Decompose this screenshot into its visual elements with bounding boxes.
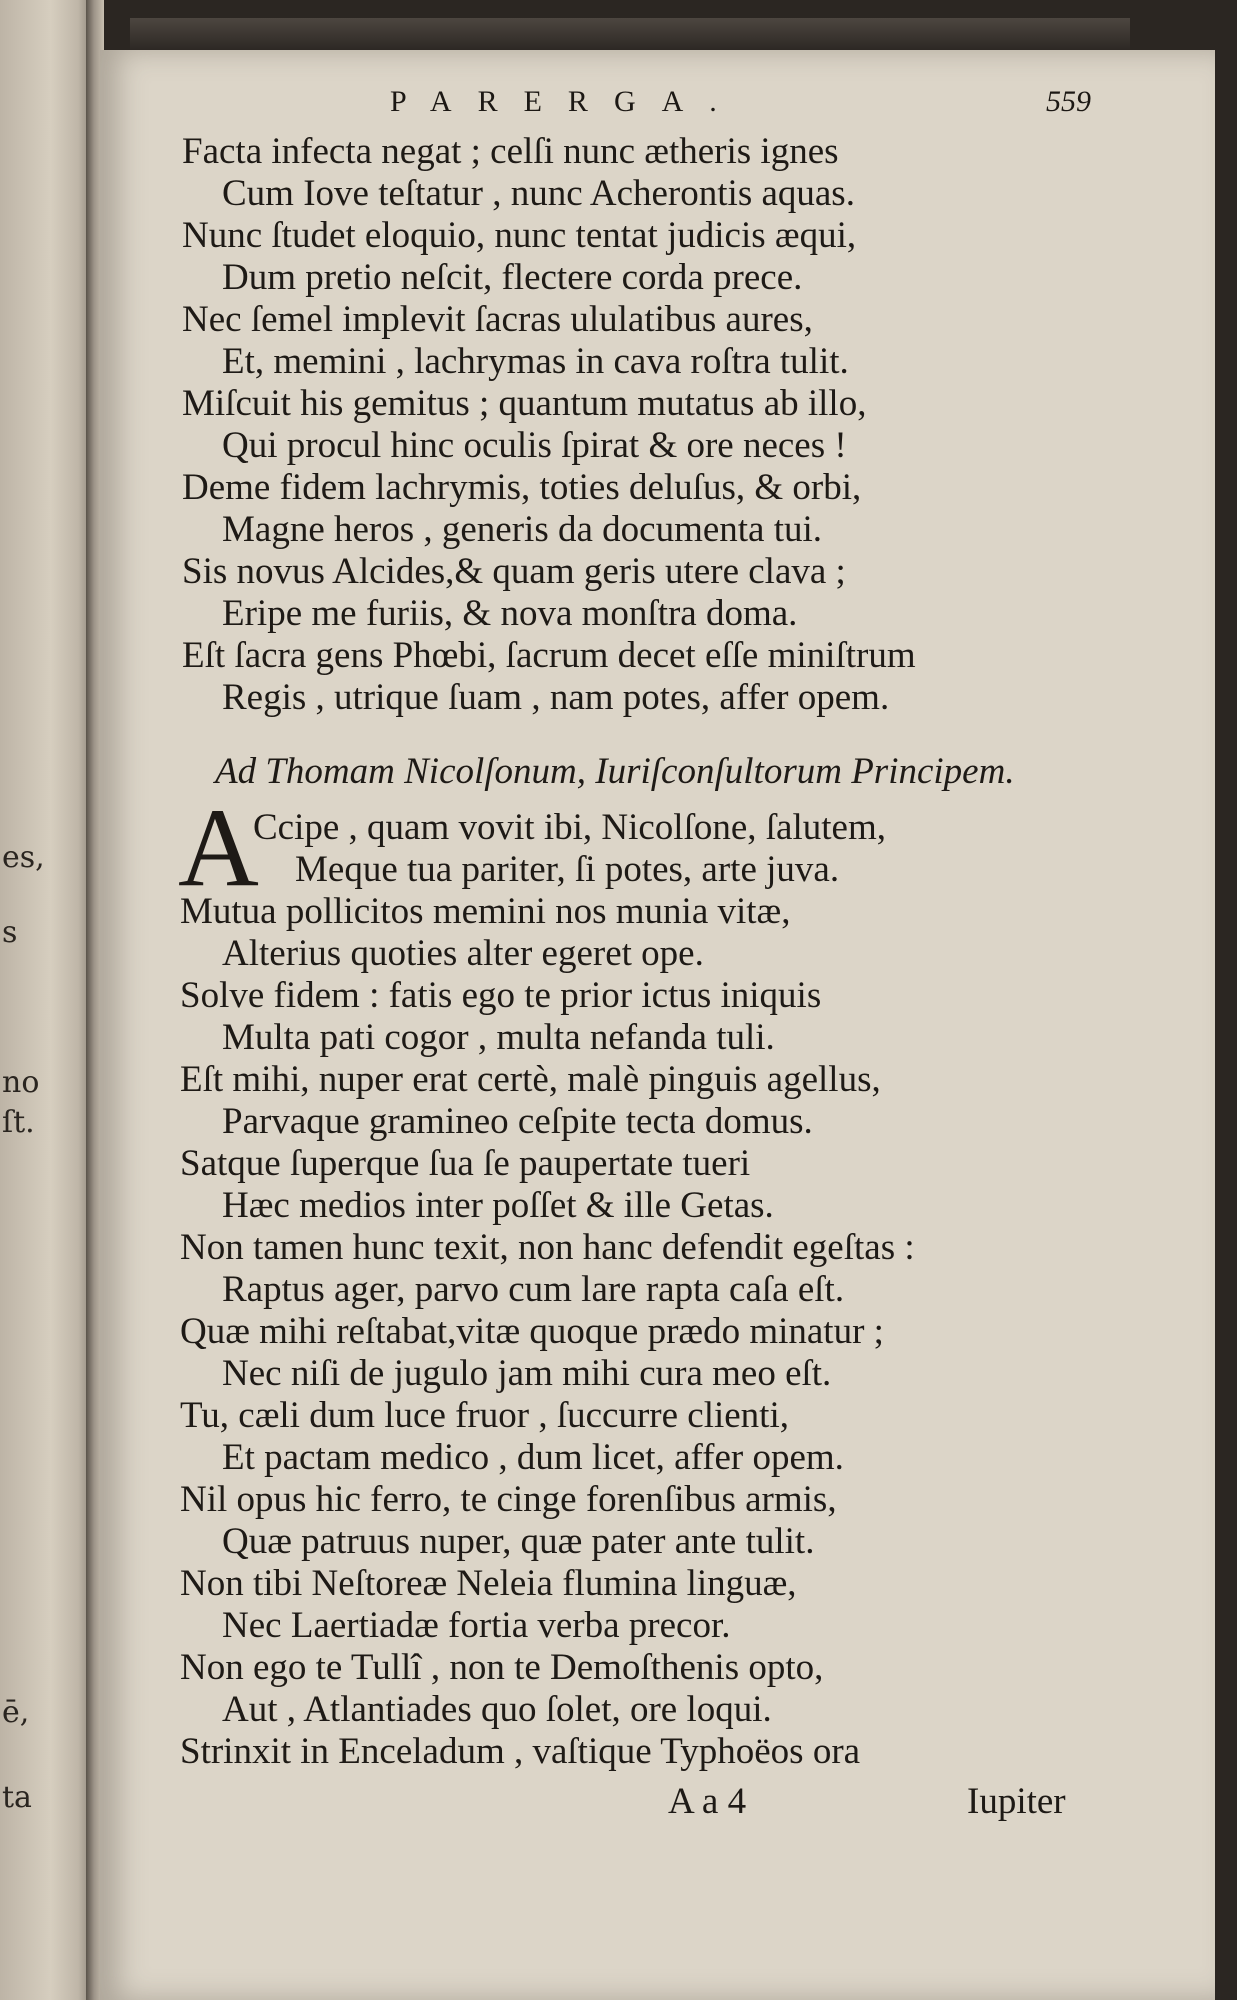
verse-line: Et, memini , lachrymas in cava roſtra tulit. (222, 341, 849, 382)
verse-line: Nec ſemel implevit ſacras ululatibus aures, (182, 299, 813, 340)
verse-line: Sis novus Alcides,& quam geris utere clava ; (182, 551, 846, 592)
verse-line: Nunc ſtudet eloquio, nunc tentat judicis æqui, (182, 215, 857, 256)
page-number: 559 (1046, 85, 1091, 118)
facing-page-fragment: no (2, 1065, 40, 1100)
verse-line: Miſcuit his gemitus ; quantum mutatus ab illo, (182, 383, 867, 424)
verse-line: Quæ patruus nuper, quæ pater ante tulit. (222, 1521, 815, 1562)
verse-line: Hæc medios inter poſſet & ille Getas. (222, 1185, 774, 1226)
verse-line: Strinxit in Enceladum , vaſtique Typhoëos ora (180, 1731, 861, 1772)
facing-page-fragment: es, (2, 840, 45, 875)
verse-line: Solve fidem : fatis ego te prior ictus iniquis (180, 975, 822, 1016)
verse-line: Nec niſi de jugulo jam mihi cura meo eſt. (222, 1353, 832, 1394)
verse-line: Non tibi Neſtoreæ Neleia flumina linguæ, (180, 1563, 797, 1604)
verse-line: Meque tua pariter, ſi potes, arte juva. (295, 849, 840, 890)
verse-line: Magne heros , generis da documenta tui. (222, 509, 823, 550)
verse-line: Raptus ager, parvo cum lare rapta caſa eſt. (222, 1269, 845, 1310)
verse-line: Eſt mihi, nuper erat certè, malè pinguis agellus, (180, 1059, 881, 1100)
verse-line: Aut , Atlantiades quo ſolet, ore loqui. (222, 1689, 772, 1730)
verse-line: Non tamen hunc texit, non hanc defendit egeſtas : (180, 1227, 915, 1268)
verse-line: Facta infecta negat ; celſi nunc ætheris ignes (182, 131, 839, 172)
catchword: Iupiter (967, 1781, 1066, 1822)
verse-line: Regis , utrique ſuam , nam potes, affer opem. (222, 677, 890, 718)
verse-line: Qui procul hinc oculis ſpirat & ore neces ! (222, 425, 847, 466)
verse-line: Alterius quoties alter egeret ope. (222, 933, 704, 974)
verse-line: Non ego te Tullî , non te Demoſthenis opto, (180, 1647, 824, 1688)
verse-line: Multa pati cogor , multa nefanda tuli. (222, 1017, 775, 1058)
verse-line: Quæ mihi reſtabat,vitæ quoque prædo minatur ; (180, 1311, 884, 1352)
verse-line: Dum pretio neſcit, flectere corda prece. (222, 257, 803, 298)
facing-page-fragment: ē, (2, 1695, 30, 1730)
facing-page-edge (0, 0, 92, 2000)
verse-line: Eſt ſacra gens Phœbi, ſacrum decet eſſe miniſtrum (182, 635, 916, 676)
verse-line: Tu, cæli dum luce fruor , ſuccurre clienti, (180, 1395, 789, 1436)
facing-page-fragment: s (2, 915, 18, 950)
verse-line: Satque ſuperque ſua ſe paupertate tueri (180, 1143, 751, 1184)
poem-2-first-line: Ccipe , quam vovit ibi, Nicolſone, ſalutem, (253, 807, 886, 848)
drop-cap: A (178, 786, 259, 910)
verse-line: Nil opus hic ferro, te cinge forenſibus armis, (180, 1479, 837, 1520)
poem-heading: Ad Thomam Nicolſonum, Iuriſconſultorum Principem. (215, 751, 1015, 792)
verse-line: Cum Iove teſtatur , nunc Acherontis aquas. (222, 173, 855, 214)
running-title: PARERGA. (390, 85, 743, 118)
facing-page-fragment: ſt. (2, 1105, 35, 1140)
page-top-edge (130, 18, 1130, 52)
verse-line: Nec Laertiadæ fortia verba precor. (222, 1605, 731, 1646)
verse-line: Et pactam medico , dum licet, affer opem. (222, 1437, 844, 1478)
verse-line: Mutua pollicitos memini nos munia vitæ, (180, 891, 791, 932)
verse-line: Eripe me furiis, & nova monſtra doma. (222, 593, 798, 634)
signature-mark: A a 4 (668, 1781, 747, 1822)
verse-line: Parvaque gramineo ceſpite tecta domus. (222, 1101, 813, 1142)
facing-page-fragment: ta (2, 1780, 32, 1815)
verse-line: Deme fidem lachrymis, toties deluſus, & orbi, (182, 467, 862, 508)
